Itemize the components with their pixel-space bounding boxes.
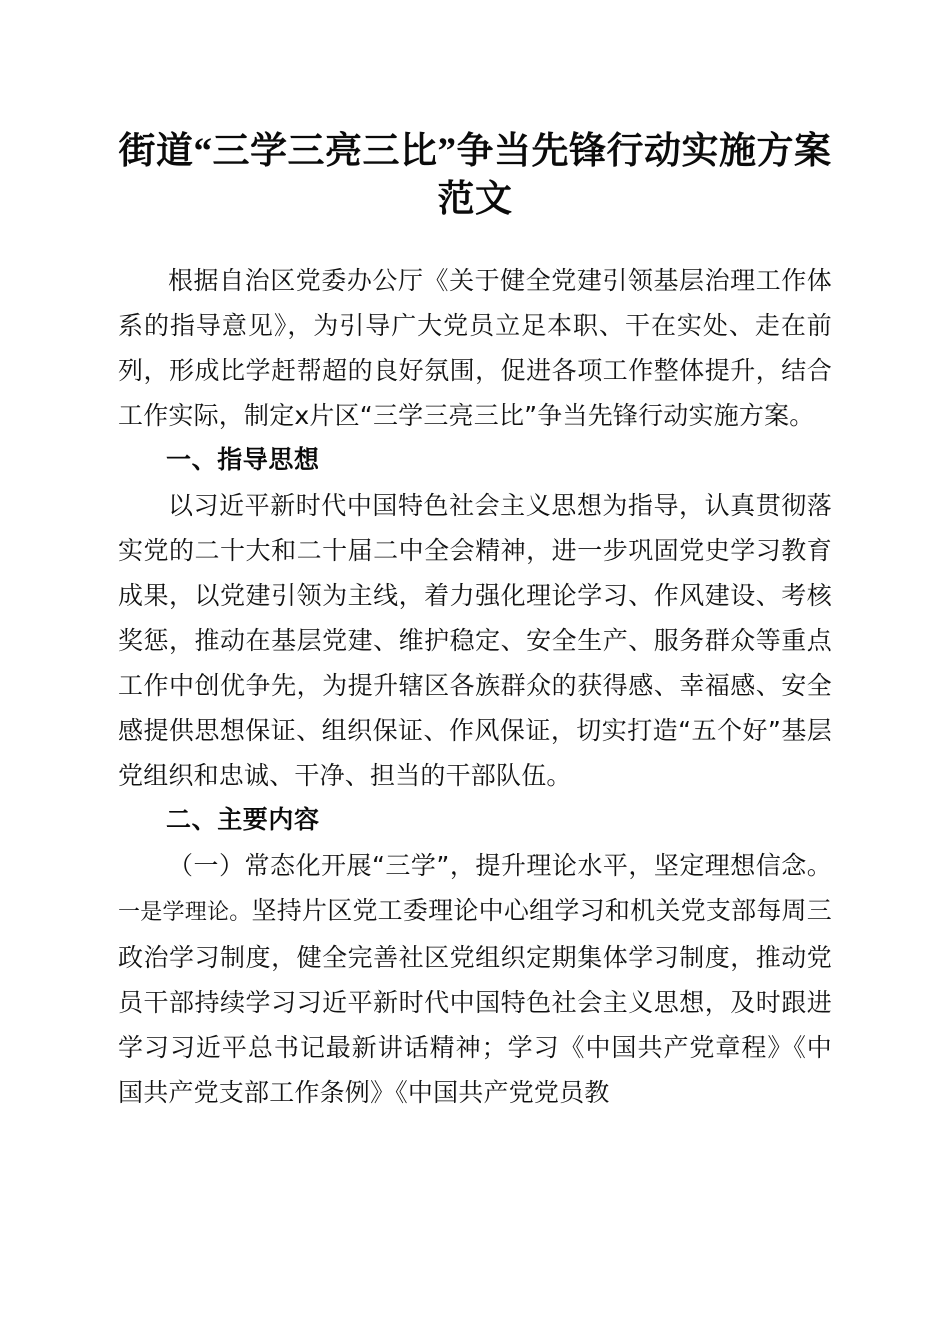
title-body-spacer: [118, 224, 832, 258]
section-1-paragraph: 以习近平新时代中国特色社会主义思想为指导，认真贯彻落实党的二十大和二十届二中全会精神，进一步巩固党史学习教育成果，以党建引领为主线，着力强化理论学习、作风建设、考核奖惩，推动在基层党建、维护稳定、安全生产、服务群众等重点工作中创优争先，为提升辖区各族群众的获得感、幸福感、安全感提供思想保证、组织保证、作风保证，切实打造“五个好”基层党组织和忠诚、干净、担当的干部队伍。: [118, 491, 832, 790]
document-title-line-1: 街道“三学三亮三比”争当先锋行动实施方案: [118, 131, 832, 172]
intro-paragraph: 根据自治区党委办公厅《关于健全党建引领基层治理工作体系的指导意见》，为引导广大党员立足本职、干在实处、走在前列，形成比学赶帮超的良好氛围，促进各项工作整体提升，结合工作实际，制定x片区“三学三亮三比”争当先锋行动实施方案。: [118, 266, 832, 430]
document-title: [118, 128, 832, 224]
section-2-paragraph-small-run: 一是学理论。: [118, 900, 252, 925]
document-body: [118, 128, 832, 1115]
section-2-paragraph: [118, 843, 832, 1115]
section-heading-1: 一、指导思想: [166, 446, 320, 474]
section-2-paragraph-part-2: 坚持片区党工委理论中心组学习和机关党支部每周三政治学习制度，健全完善社区党组织定期集体学习制度，推动党员干部持续学习习近平新时代中国特色社会主义思想，及时跟进学习习近平总书记最新讲话精神；学习《中国共产党章程》《中国共产党支部工作条例》《中国共产党党员教: [118, 896, 833, 1107]
section-2-paragraph-part-1: （一）常态化开展“三学”，提升理论水平，坚定理想信念。: [168, 851, 832, 880]
document-title-line-2: 范文: [437, 179, 513, 220]
section-heading-2: 二、主要内容: [166, 806, 320, 834]
